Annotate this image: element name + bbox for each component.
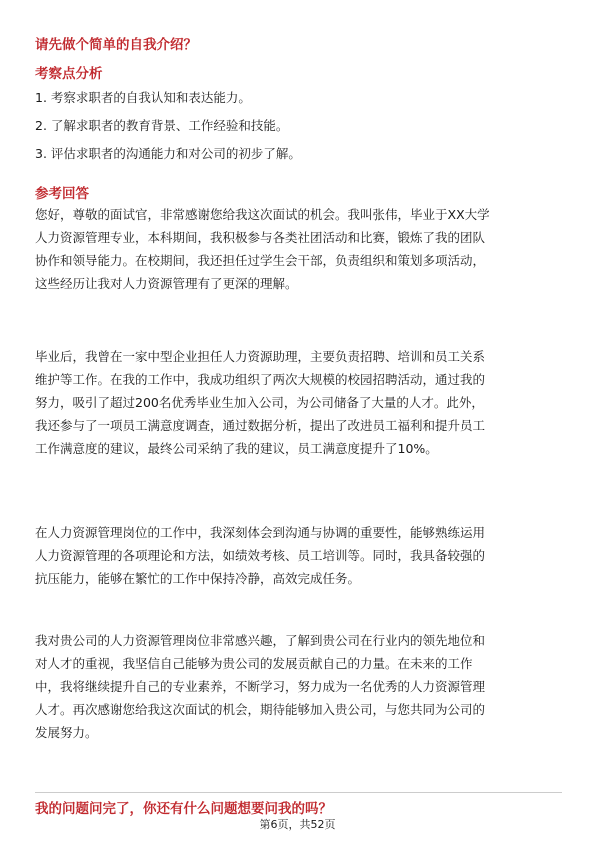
answer-line: 努力，吸引了超过200名优秀毕业生加入公司，为公司储备了大量的人才。此外， (35, 395, 484, 410)
answer-line: 维护等工作。在我的工作中，我成功组织了两次大规模的校园招聘活动，通过我的 (35, 372, 486, 387)
answer-line: 我还参与了一项员工满意度调查，通过数据分析，提出了改进员工福利和提升员工 (35, 418, 486, 433)
answer-line: 工作满意度的建议，最终公司采纳了我的建议，员工满意度提升了10%。 (35, 441, 438, 456)
section-divider (35, 792, 562, 793)
answer-line: 人力资源管理专业，本科期间，我积极参与各类社团活动和比赛，锻炼了我的团队 (35, 230, 486, 245)
analysis-point: 3. 评估求职者的沟通能力和对公司的初步了解。 (35, 146, 301, 161)
answer-line: 协作和领导能力。在校期间，我还担任过学生会干部，负责组织和策划多项活动， (35, 253, 486, 268)
answer-line: 我对贵公司的人力资源管理岗位非常感兴趣，了解到贵公司在行业内的领先地位和 (35, 633, 486, 648)
answer-paragraph (35, 345, 562, 460)
answer-line: 中，我将继续提升自己的专业素养，不断学习，努力成为一名优秀的人力资源管理 (35, 679, 486, 694)
analysis-heading: 考察点分析 (35, 66, 103, 82)
answer-heading: 参考回答 (35, 186, 89, 202)
answer-paragraph (35, 203, 562, 295)
answer-paragraph (35, 629, 562, 744)
answer-line: 这些经历让我对人力资源管理有了更深的理解。 (35, 276, 298, 291)
analysis-point: 1. 考察求职者的自我认知和表达能力。 (35, 90, 251, 105)
answer-line: 您好，尊敬的面试官，非常感谢您给我这次面试的机会。我叫张伟，毕业于XX大学 (35, 207, 490, 222)
answer-line: 抗压能力，能够在繁忙的工作中保持冷静，高效完成任务。 (35, 571, 361, 586)
answer-line: 发展努力。 (35, 725, 98, 740)
page-number: 第6页，共52页 (259, 818, 336, 831)
answer-line: 人力资源管理的各项理论和方法，如绩效考核、员工培训等。同时，我具备较强的 (35, 548, 486, 563)
answer-line: 人才。再次感谢您给我这次面试的机会，期待能够加入贵公司，与您共同为公司的 (35, 702, 486, 717)
analysis-point: 2. 了解求职者的教育背景、工作经验和技能。 (35, 118, 289, 133)
answer-paragraph (35, 521, 562, 590)
answer-line: 对人才的重视，我坚信自己能够为贵公司的发展贡献自己的力量。在未来的工作 (35, 656, 473, 671)
question-title: 请先做个简单的自我介绍？ (35, 37, 197, 53)
answer-line: 在人力资源管理岗位的工作中，我深刻体会到沟通与协调的重要性，能够熟练运用 (35, 525, 486, 540)
answer-line: 毕业后，我曾在一家中型企业担任人力资源助理，主要负责招聘、培训和员工关系 (35, 349, 486, 364)
next-question-title: 我的问题问完了，你还有什么问题想要问我的吗？ (35, 801, 332, 817)
